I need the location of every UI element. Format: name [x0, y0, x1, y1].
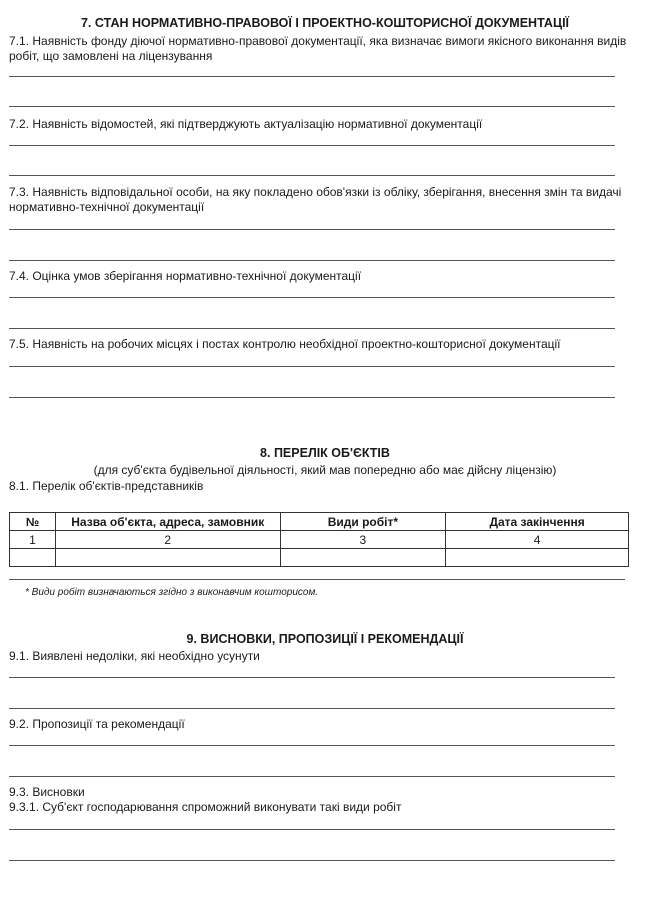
question-7-1: 7.1. Наявність фонду діючої нормативно-правової документації, яка визначає вимоги якісного виконання видів робіт, що замовлені на ліцензування — [9, 34, 627, 63]
col-header-works: Види робіт* — [280, 513, 446, 531]
answer-line[interactable] — [9, 76, 615, 77]
answer-line[interactable] — [9, 145, 615, 146]
answer-line[interactable] — [9, 745, 615, 746]
table-cell[interactable] — [446, 549, 629, 567]
col-header-number: № — [10, 513, 56, 531]
answer-line[interactable] — [9, 677, 615, 678]
section-8-title: 8. ПЕРЕЛІК ОБ'ЄКТІВ — [260, 446, 390, 460]
table-row[interactable] — [10, 549, 629, 567]
question-8-1: 8.1. Перелік об'єктів-представників — [9, 479, 204, 493]
table-cell: 4 — [446, 531, 629, 549]
answer-line[interactable] — [9, 860, 615, 861]
col-header-end-date: Дата закінчення — [446, 513, 629, 531]
answer-line[interactable] — [9, 106, 615, 107]
table-cell[interactable] — [10, 549, 56, 567]
answer-line[interactable] — [9, 776, 615, 777]
objects-table — [9, 512, 629, 567]
footnote: * Види робіт визначаються згідно з виконавчим кошторисом. — [25, 587, 319, 598]
answer-line[interactable] — [9, 328, 615, 329]
question-7-3: 7.3. Наявність відповідальної особи, на яку покладено обов'язки із обліку, зберігання, внесення змін та видачі нормативно-технічної документації — [9, 185, 622, 214]
table-cell[interactable] — [55, 549, 280, 567]
question-7-4: 7.4. Оцінка умов зберігання нормативно-технічної документації — [9, 269, 362, 283]
section-7-title: 7. СТАН НОРМАТИВНО-ПРАВОВОЇ І ПРОЕКТНО-КОШТОРИСНОЇ ДОКУМЕНТАЦІЇ — [80, 16, 570, 30]
question-9-2: 9.2. Пропозиції та рекомендації — [9, 717, 185, 731]
table-header-row — [10, 513, 629, 531]
answer-line[interactable] — [9, 297, 615, 298]
question-9-1: 9.1. Виявлені недоліки, які необхідно усунути — [9, 649, 260, 663]
question-9-3-1: 9.3.1. Суб'єкт господарювання спроможний виконувати такі види робіт — [9, 800, 402, 814]
table-cell[interactable] — [280, 549, 446, 567]
answer-line[interactable] — [9, 366, 615, 367]
footnote-divider — [9, 579, 625, 580]
question-9-3: 9.3. Висновки — [9, 785, 85, 799]
table-cell: 2 — [55, 531, 280, 549]
table-cell: 3 — [280, 531, 446, 549]
answer-line[interactable] — [9, 229, 615, 230]
question-7-2: 7.2. Наявність відомостей, які підтверджують актуалізацію нормативної документації — [9, 117, 483, 131]
section-9-title: 9. ВИСНОВКИ, ПРОПОЗИЦІЇ І РЕКОМЕНДАЦІЇ — [186, 632, 464, 646]
table-numbering-row — [10, 531, 629, 549]
answer-line[interactable] — [9, 708, 615, 709]
table-cell: 1 — [10, 531, 56, 549]
answer-line[interactable] — [9, 260, 615, 261]
question-7-5: 7.5. Наявність на робочих місцях і постах контролю необхідної проектно-кошторисної документації — [9, 337, 561, 351]
col-header-object: Назва об'єкта, адреса, замовник — [55, 513, 280, 531]
answer-line[interactable] — [9, 397, 615, 398]
section-8-subtitle: (для суб'єкта будівельної діяльності, який мав попередню або має дійсну ліцензію) — [93, 463, 557, 477]
answer-line[interactable] — [9, 175, 615, 176]
answer-line[interactable] — [9, 829, 615, 830]
